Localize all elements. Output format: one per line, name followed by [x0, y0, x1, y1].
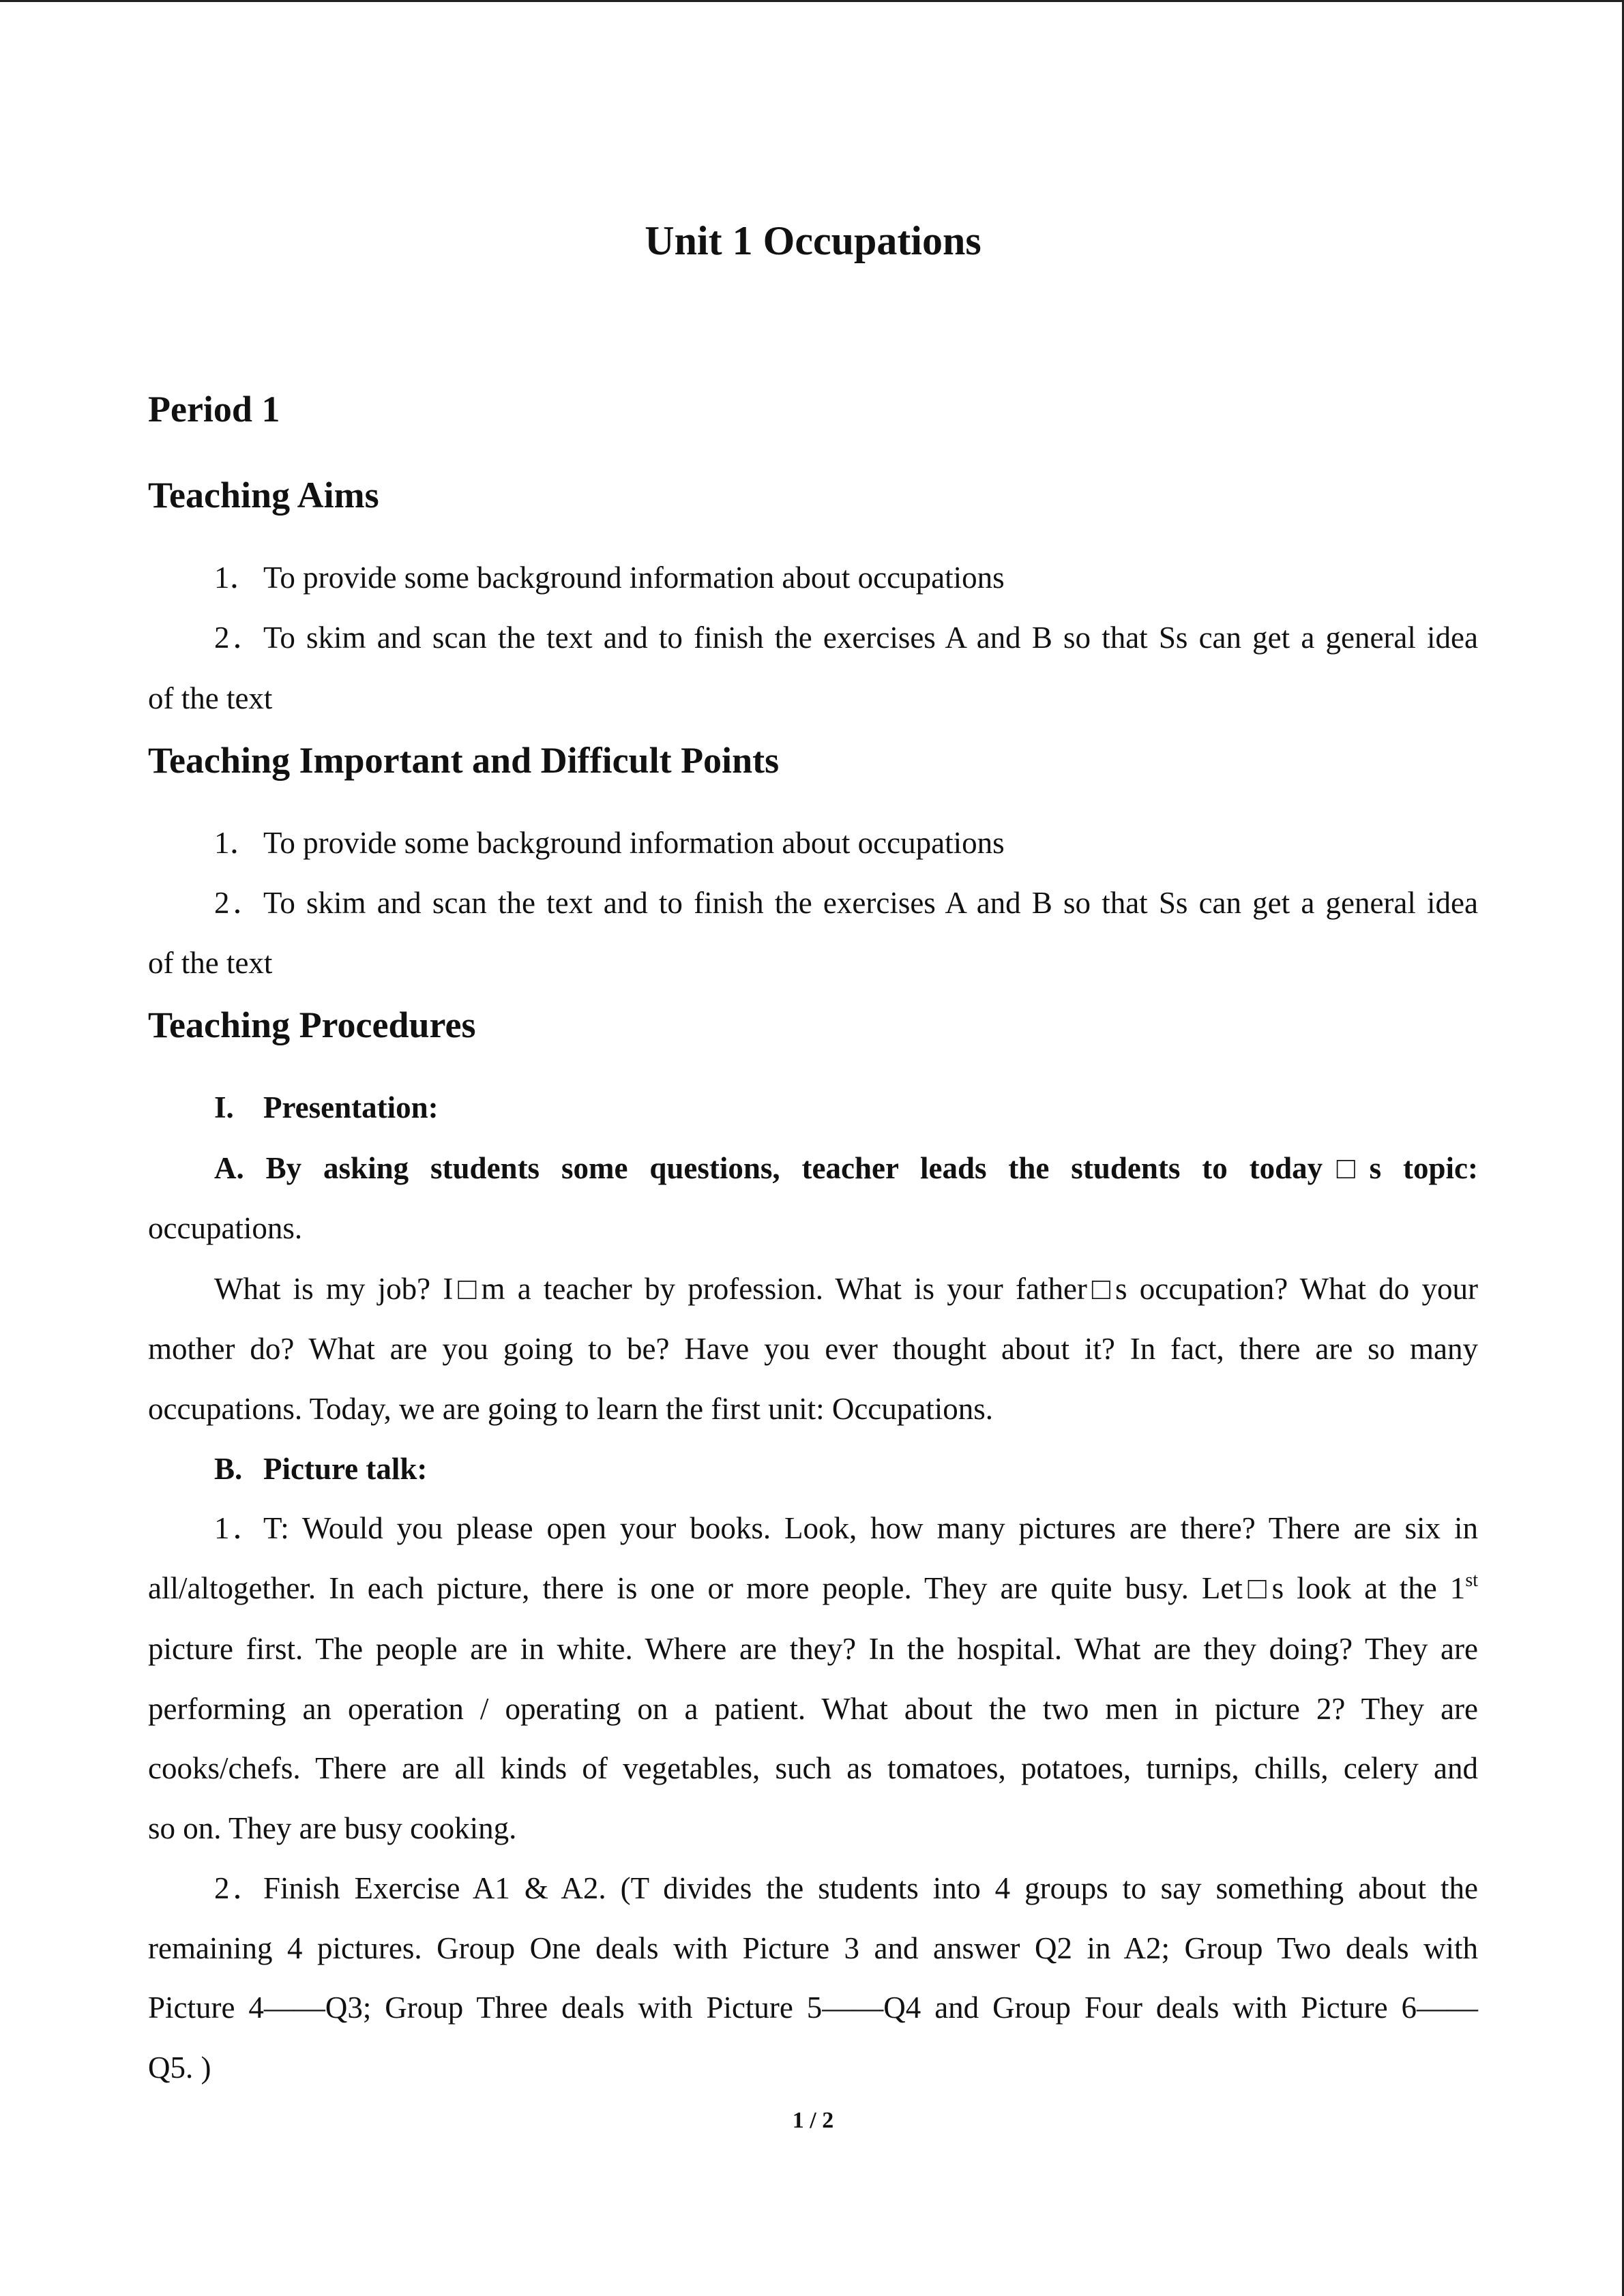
part-a-line-2: occupations. — [148, 1211, 303, 1245]
points-item-2-number: 2． — [214, 886, 263, 920]
page-number: 1 / 2 — [792, 2108, 834, 2133]
item-1-line-2 — [148, 1558, 1478, 1618]
item-1-line-4: performing an operation / operating on a patient. What about the two men in picture 2? They are — [148, 1692, 1478, 1726]
section-presentation-number: I. — [214, 1090, 234, 1124]
ordinal-suffix: st — [1465, 1570, 1478, 1591]
procedures-heading: Teaching Procedures — [148, 1004, 476, 1045]
aims-item-1-text: To provide some background information about occupations — [263, 561, 1005, 595]
part-b-label: Picture talk: — [263, 1452, 428, 1486]
points-item-1-text: To provide some background information about occupations — [263, 826, 1005, 860]
item-1-text: T: Would you please open your books. Look, how many pictures are there? There are six in — [263, 1511, 1478, 1545]
points-item-2-text: To skim and scan the text and to finish the exercises A and B so that Ss can get a general idea — [263, 886, 1478, 920]
para-a-line-3: occupations. Today, we are going to learn the first unit: Occupations. — [148, 1392, 994, 1426]
aims-item-2 — [148, 608, 1478, 668]
aims-heading: Teaching Aims — [148, 475, 379, 516]
aims-item-2-continued: of the text — [148, 681, 273, 715]
document-title: Unit 1 Occupations — [645, 218, 981, 263]
item-2-line-4: Q5. ) — [148, 2051, 211, 2085]
item-2-line-2: remaining 4 pictures. Group One deals with Picture 3 and answer Q2 in A2; Group Two deals with — [148, 1931, 1478, 1965]
item-1-line-3: picture first. The people are in white. Where are they? In the hospital. What are they doing? They are — [148, 1632, 1478, 1666]
points-heading: Teaching Important and Difficult Points — [148, 740, 780, 781]
part-b-number: B. — [214, 1452, 243, 1486]
item-2-text: Finish Exercise A1 & A2. (T divides the students into 4 groups to say something about the — [263, 1871, 1478, 1905]
item-2-line-1 — [148, 1858, 1478, 1918]
aims-item-1-number: 1． — [214, 561, 261, 595]
part-b-heading — [148, 1439, 1478, 1499]
item-1-line-5: cooks/chefs. There are all kinds of vegetables, such as tomatoes, potatoes, turnips, chills, celery and — [148, 1751, 1478, 1785]
part-a-line-1: A. By asking students some questions, teacher leads the students to today□s topic: — [214, 1151, 1478, 1185]
points-item-2-continued: of the text — [148, 946, 273, 980]
section-presentation — [148, 1077, 1478, 1137]
item-2-number: 2． — [214, 1871, 263, 1905]
item-1-line-2-text: all/altogether. In each picture, there is one or more people. They are quite busy. Let□s look at the 1 — [148, 1571, 1466, 1605]
item-1-number: 1． — [214, 1511, 263, 1545]
item-1-line-6: so on. They are busy cooking. — [148, 1811, 517, 1845]
top-border — [0, 0, 1624, 2]
para-a-line-1: What is my job? I□m a teacher by profession. What is your father□s occupation? What do your — [214, 1272, 1478, 1306]
aims-item-2-text: To skim and scan the text and to finish the exercises A and B so that Ss can get a general idea — [263, 621, 1478, 655]
aims-item-2-number: 2． — [214, 621, 263, 655]
para-a-line-2: mother do? What are you going to be? Have you ever thought about it? In fact, there are so many — [148, 1332, 1478, 1366]
period-heading: Period 1 — [148, 389, 280, 430]
points-item-1 — [148, 813, 1478, 873]
item-2-line-3: Picture 4——Q3; Group Three deals with Picture 5——Q4 and Group Four deals with Picture 6—— — [148, 1991, 1478, 2025]
aims-item-1 — [148, 548, 1478, 608]
points-item-1-number: 1． — [214, 826, 261, 860]
section-presentation-label: Presentation: — [263, 1090, 439, 1124]
item-1-line-1 — [148, 1498, 1478, 1558]
points-item-2 — [148, 873, 1478, 933]
